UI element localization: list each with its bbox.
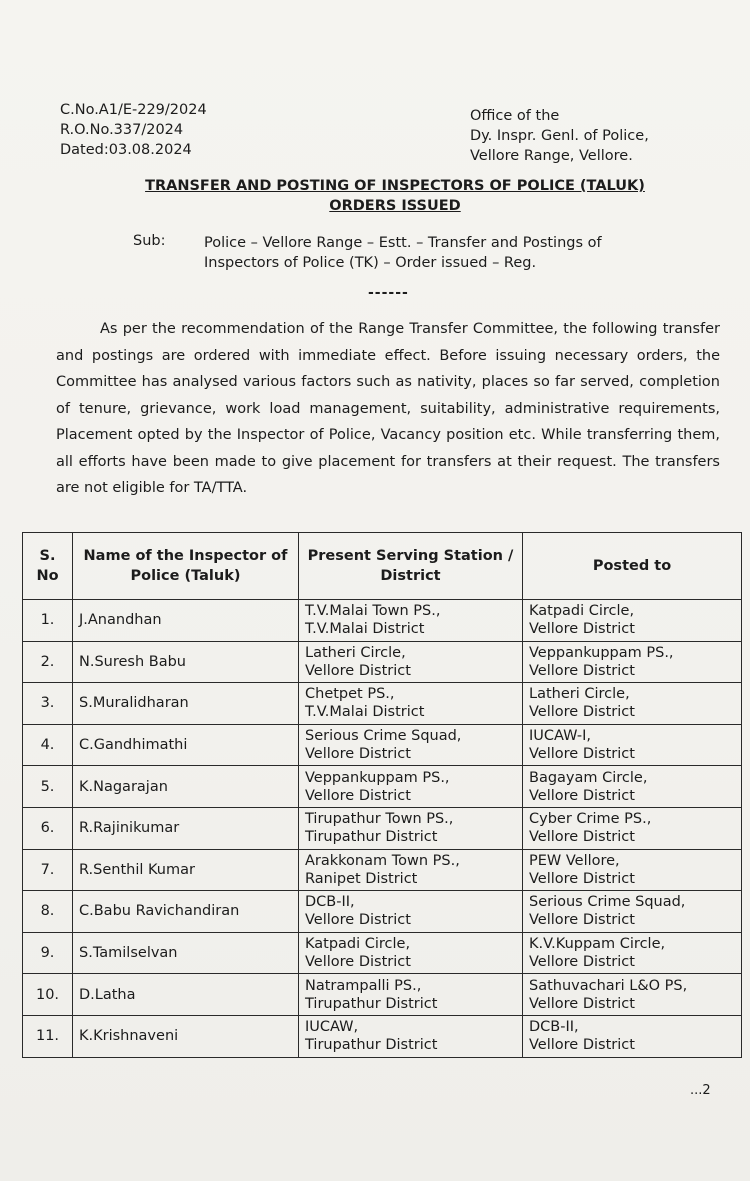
posted-to-cell (523, 724, 742, 766)
posted-to-cell-line: Vellore District (529, 621, 635, 638)
present-station-cell-line: Vellore District (305, 662, 411, 679)
title-line: TRANSFER AND POSTING OF INSPECTORS OF POLICE (TALUK) (145, 178, 645, 194)
office-line: Office of the (470, 108, 560, 124)
present-station-cell-line: Latheri Circle, (305, 644, 406, 661)
posted-to-cell-line: Serious Crime Squad, (529, 894, 686, 911)
posted-to-cell-line: Vellore District (529, 954, 635, 971)
posted-to-cell-line: Vellore District (529, 787, 635, 804)
inspector-name-cell-line: R.Rajinikumar (79, 820, 180, 837)
serial-number-cell-line: 11. (35, 1028, 60, 1045)
subject-label: Sub: (133, 233, 166, 249)
inspector-name-cell-line: S.Muralidharan (79, 695, 189, 712)
present-station-cell-line: Chetpet PS., (305, 686, 395, 703)
serial-number-cell-line: 4. (40, 737, 55, 754)
present-station-cell (299, 766, 523, 808)
inspector-name-cell-line: D.Latha (79, 986, 136, 1003)
present-station-cell-line: Serious Crime Squad, (305, 728, 462, 745)
posted-to-cell (523, 891, 742, 933)
table-row (23, 766, 742, 808)
inspector-name-cell (73, 932, 299, 974)
serial-number-cell-line: 6. (40, 820, 55, 837)
present-station-cell (299, 724, 523, 766)
table-row (23, 600, 742, 642)
posted-to-cell-line: Vellore District (529, 870, 635, 887)
serial-number-cell (23, 600, 73, 642)
present-station-cell-line: Vellore District (305, 787, 411, 804)
body-paragraph: As per the recommendation of the Range Transfer Committee, the following transfer and postings are ordered with immediate effect. Before issuing necessary orders, the Committee has analysed various factors such as nativity, places so far served, completion of tenure, grievance, work load management, suitability, administrative requirements, Placement opted by the Inspector of Police, Vacancy position etc. While transferring them, all efforts have been made to give placement for transfers at their request. The transfers are not eligible for TA/TTA. (56, 321, 720, 496)
posted-to-cell-line: PEW Vellore, (529, 852, 620, 869)
present-station-cell-line: T.V.Malai District (305, 621, 425, 638)
inspector-name-cell-line: R.Senthil Kumar (79, 861, 195, 878)
inspector-name-cell (73, 766, 299, 808)
office-block (470, 106, 649, 166)
posted-to-cell-line: IUCAW-I, (529, 728, 592, 745)
posted-to-cell (523, 974, 742, 1016)
date-line: Dated:03.08.2024 (60, 142, 192, 158)
table-row (23, 683, 742, 725)
serial-number-cell (23, 1015, 73, 1057)
inspector-name-cell (73, 600, 299, 642)
inspector-name-cell (73, 849, 299, 891)
posted-to-cell-line: Vellore District (529, 912, 635, 929)
present-station-cell-line: IUCAW, (305, 1019, 359, 1036)
posted-to-cell-line: Bagayam Circle, (529, 769, 648, 786)
serial-number-cell (23, 807, 73, 849)
posted-to-cell (523, 932, 742, 974)
posted-to-cell-line: Vellore District (529, 829, 635, 846)
table-row (23, 932, 742, 974)
serial-number-cell-line: 8. (40, 903, 55, 920)
present-station-cell (299, 641, 523, 683)
posted-to-cell (523, 683, 742, 725)
separator: ------ (368, 285, 409, 301)
column-header-present: Present Serving Station / District (299, 533, 523, 600)
page-continuation: ...2 (690, 1083, 711, 1098)
posted-to-cell (523, 849, 742, 891)
present-station-cell-line: Tirupathur District (305, 995, 438, 1012)
posted-to-cell-line: Vellore District (529, 704, 635, 721)
serial-number-cell-line: 3. (40, 695, 55, 712)
serial-number-cell (23, 932, 73, 974)
present-station-cell-line: Katpadi Circle, (305, 936, 411, 953)
inspector-name-cell (73, 974, 299, 1016)
transfer-table (22, 532, 742, 1058)
present-station-cell (299, 849, 523, 891)
inspector-name-cell (73, 891, 299, 933)
present-station-cell-line: Tirupathur District (305, 1037, 438, 1054)
table-header-row (23, 533, 742, 600)
present-station-cell-line: DCB-II, (305, 894, 355, 911)
ro-number: R.O.No.337/2024 (60, 122, 184, 138)
serial-number-cell-line: 7. (40, 861, 55, 878)
inspector-name-cell-line: K.Krishnaveni (79, 1028, 179, 1045)
table-row (23, 891, 742, 933)
serial-number-cell (23, 849, 73, 891)
inspector-name-cell (73, 1015, 299, 1057)
present-station-cell-line: Ranipet District (305, 870, 418, 887)
reference-block (60, 100, 207, 160)
present-station-cell-line: Vellore District (305, 912, 411, 929)
subject-line: Inspectors of Police (TK) – Order issued – Reg. (204, 255, 537, 271)
posted-to-cell (523, 1015, 742, 1057)
table-row (23, 724, 742, 766)
serial-number-cell-line: 9. (40, 945, 55, 962)
present-station-cell (299, 932, 523, 974)
posted-to-cell-line: Sathuvachari L&O PS, (529, 977, 688, 994)
inspector-name-cell-line: K.Nagarajan (79, 778, 168, 795)
inspector-name-cell (73, 641, 299, 683)
table-row (23, 1015, 742, 1057)
inspector-name-cell-line: S.Tamilselvan (79, 945, 178, 962)
posted-to-cell-line: Veppankuppam PS., (529, 644, 674, 661)
office-line: Dy. Inspr. Genl. of Police, (470, 128, 649, 144)
posted-to-cell-line: Vellore District (529, 746, 635, 763)
present-station-cell-line: Tirupathur District (305, 829, 438, 846)
posted-to-cell (523, 641, 742, 683)
serial-number-cell (23, 683, 73, 725)
posted-to-cell-line: DCB-II, (529, 1019, 579, 1036)
table-row (23, 849, 742, 891)
inspector-name-cell (73, 683, 299, 725)
posted-to-cell-line: Vellore District (529, 995, 635, 1012)
serial-number-cell (23, 974, 73, 1016)
table-row (23, 807, 742, 849)
present-station-cell-line: Arakkonam Town PS., (305, 852, 460, 869)
serial-number-cell-line: 10. (35, 986, 60, 1003)
posted-to-cell-line: Vellore District (529, 1037, 635, 1054)
column-header-sno: S. No (23, 533, 73, 600)
posted-to-cell (523, 600, 742, 642)
present-station-cell-line: Tirupathur Town PS., (305, 811, 454, 828)
posted-to-cell-line: Latheri Circle, (529, 686, 630, 703)
serial-number-cell-line: 5. (40, 778, 55, 795)
serial-number-cell (23, 641, 73, 683)
posted-to-cell-line: Vellore District (529, 662, 635, 679)
posted-to-cell-line: Cyber Crime PS., (529, 811, 652, 828)
serial-number-cell (23, 891, 73, 933)
column-header-posted: Posted to (523, 533, 742, 600)
present-station-cell-line: Veppankuppam PS., (305, 769, 450, 786)
present-station-cell (299, 1015, 523, 1057)
file-number: C.No.A1/E-229/2024 (60, 102, 207, 118)
inspector-name-cell-line: C.Gandhimathi (79, 737, 188, 754)
table-row (23, 974, 742, 1016)
serial-number-cell (23, 724, 73, 766)
present-station-cell (299, 891, 523, 933)
present-station-cell-line: T.V.Malai Town PS., (305, 603, 441, 620)
present-station-cell (299, 974, 523, 1016)
present-station-cell (299, 807, 523, 849)
inspector-name-cell (73, 724, 299, 766)
present-station-cell (299, 683, 523, 725)
posted-to-cell-line: K.V.Kuppam Circle, (529, 936, 666, 953)
present-station-cell-line: T.V.Malai District (305, 704, 425, 721)
column-header-name: Name of the Inspector of Police (Taluk) (73, 533, 299, 600)
inspector-name-cell-line: J.Anandhan (79, 612, 162, 629)
inspector-name-cell (73, 807, 299, 849)
serial-number-cell-line: 1. (40, 612, 55, 629)
posted-to-cell-line: Katpadi Circle, (529, 603, 635, 620)
present-station-cell-line: Vellore District (305, 746, 411, 763)
office-line: Vellore Range, Vellore. (470, 148, 633, 164)
serial-number-cell (23, 766, 73, 808)
table-row (23, 641, 742, 683)
subject-text (204, 233, 674, 273)
document-title (0, 176, 750, 216)
present-station-cell (299, 600, 523, 642)
inspector-name-cell-line: C.Babu Ravichandiran (79, 903, 240, 920)
title-line: ORDERS ISSUED (329, 198, 461, 214)
subject-line: Police – Vellore Range – Estt. – Transfer and Postings of (204, 235, 602, 251)
serial-number-cell-line: 2. (40, 653, 55, 670)
inspector-name-cell-line: N.Suresh Babu (79, 653, 186, 670)
posted-to-cell (523, 766, 742, 808)
present-station-cell-line: Natrampalli PS., (305, 977, 422, 994)
present-station-cell-line: Vellore District (305, 954, 411, 971)
posted-to-cell (523, 807, 742, 849)
